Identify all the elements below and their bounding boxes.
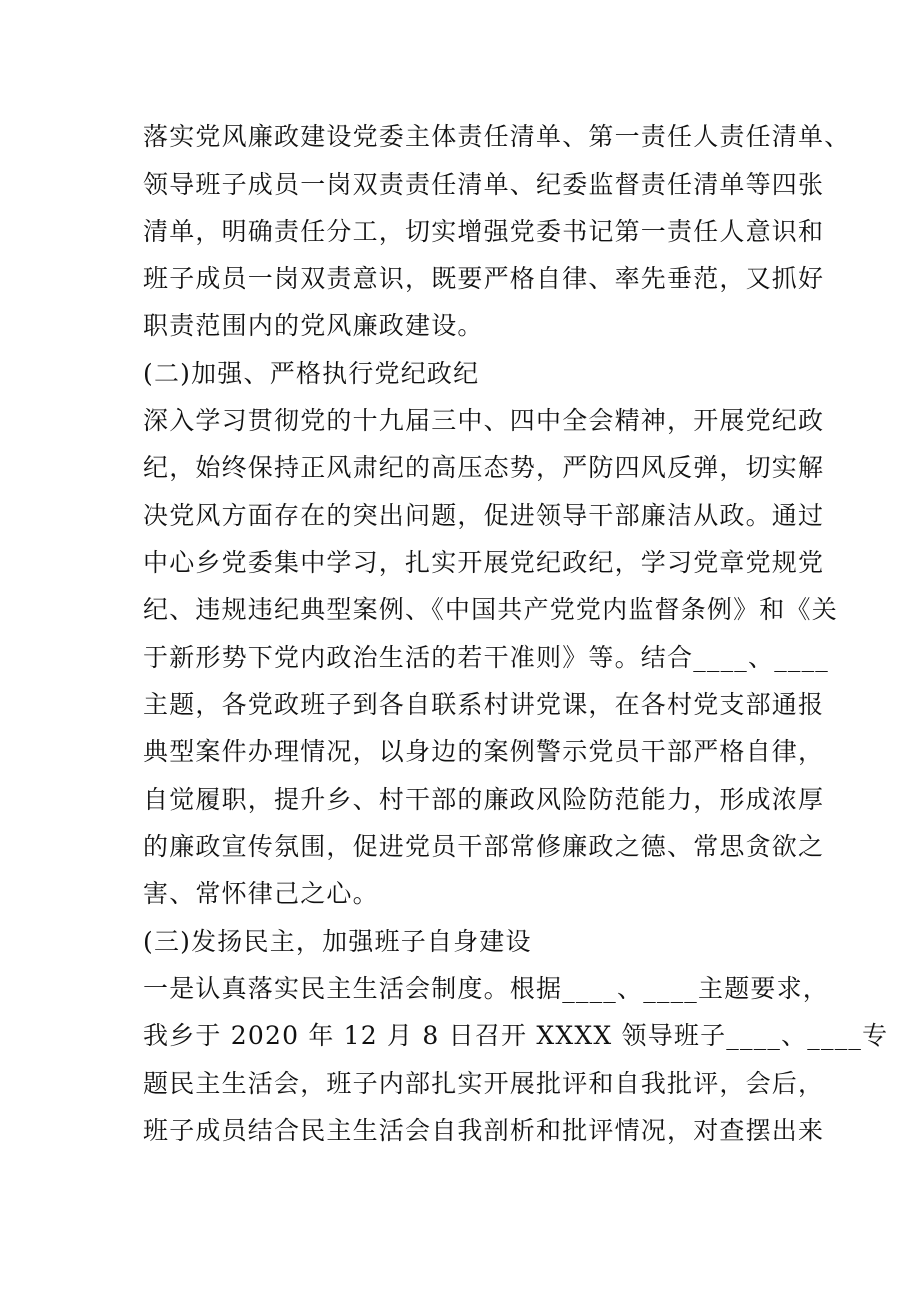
body-text-line: 典型案件办理情况，以身边的案例警示党员干部严格自律， <box>143 737 825 766</box>
body-text-line: 一是认真落实民主生活会制度。根据____、____主题要求， <box>143 974 830 1003</box>
section-heading: (三)发扬民主，加强班子自身建设 <box>143 927 532 956</box>
body-text-line: 班子成员一岗双责意识，既要严格自律、率先垂范，又抓好 <box>143 264 825 293</box>
body-text-line: 纪、违规违纪典型案例、《中国共产党党内监督条例》和《关 <box>143 595 838 624</box>
body-text-line: 纪，始终保持正风肃纪的高压态势，严防四风反弹，切实解 <box>143 453 825 482</box>
section-heading: (二)加强、严格执行党纪政纪 <box>143 359 480 388</box>
body-text-line: 于新形势下党内政治生活的若干准则》等。结合____、____ <box>143 643 830 672</box>
body-text-line: 题民主生活会，班子内部扎实开展批评和自我批评，会后， <box>143 1069 825 1098</box>
body-text-line: 我乡于 2020 年 12 月 8 日召开 XXXX 领导班子____、____专 <box>143 1021 889 1050</box>
body-text-line: 班子成员结合民主生活会自我剖析和批评情况，对查摆出来 <box>143 1116 825 1145</box>
body-text-line: 害、常怀律己之心。 <box>143 879 379 908</box>
body-text-line: 自觉履职，提升乡、村干部的廉政风险防范能力，形成浓厚 <box>143 785 825 814</box>
body-text-line: 决党风方面存在的突出问题，促进领导干部廉洁从政。通过 <box>143 501 825 530</box>
body-text-line: 的廉政宣传氛围，促进党员干部常修廉政之德、常思贪欲之 <box>143 832 825 861</box>
body-text-line: 清单，明确责任分工，切实增强党委书记第一责任人意识和 <box>143 217 825 246</box>
body-text-line: 深入学习贯彻党的十九届三中、四中全会精神，开展党纪政 <box>143 406 825 435</box>
body-text-line: 落实党风廉政建设党委主体责任清单、第一责任人责任清单、 <box>143 122 851 151</box>
body-text-line: 主题，各党政班子到各自联系村讲党课，在各村党支部通报 <box>143 690 825 719</box>
body-text-line: 中心乡党委集中学习，扎实开展党纪政纪，学习党章党规党 <box>143 548 825 577</box>
body-text-line: 职责范围内的党风廉政建设。 <box>143 311 484 340</box>
body-text-line: 领导班子成员一岗双责责任清单、纪委监督责任清单等四张 <box>143 170 825 199</box>
